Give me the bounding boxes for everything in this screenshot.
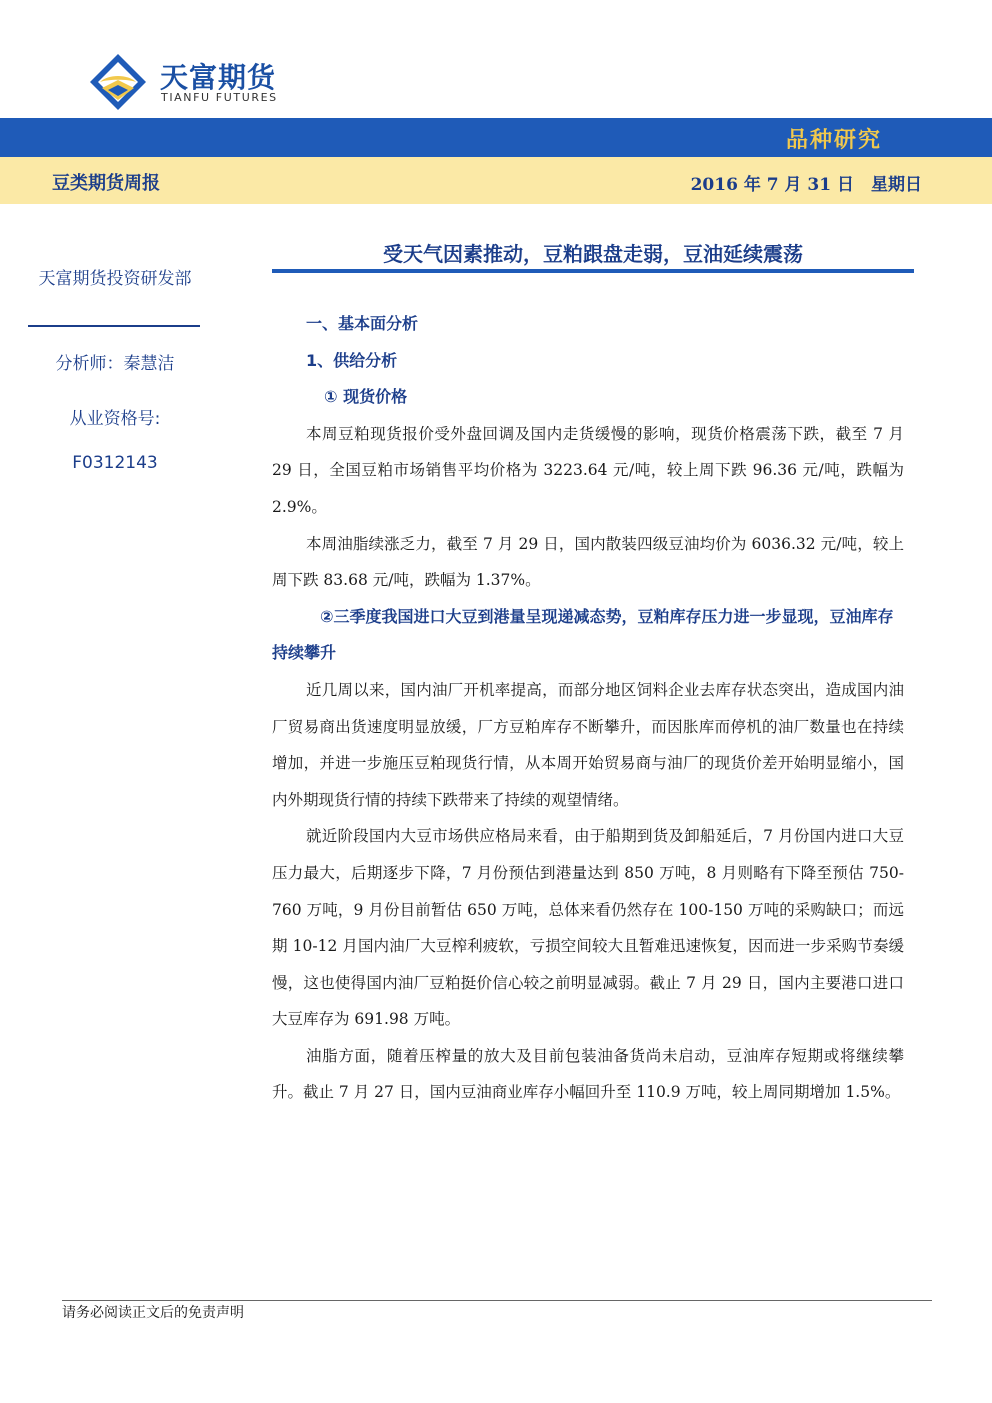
brand-name-cn: 天富期货 — [160, 61, 277, 94]
header-yellow-band — [0, 157, 992, 204]
paragraph: 本周豆粕现货报价受外盘回调及国内走货缓慢的影响，现货价格震荡下跌，截至 7 月 29 日，全国豆粕市场销售平均价格为 3223.64 元/吨，较上周下跌 96.36 元/吨，跌幅为 2.9%。 — [272, 424, 904, 516]
sidebar-divider — [28, 325, 200, 327]
subsection-heading: 1、供给分析 — [306, 350, 398, 370]
report-date: 2016 年 7 月 31 日 星期日 — [690, 175, 922, 195]
article-body — [272, 306, 904, 1111]
sidebar — [20, 262, 210, 473]
brand-name-en: TIANFU FUTURES — [161, 91, 278, 104]
paragraph: 近几周以来，国内油厂开机率提高，而部分地区饲料企业去库存状态突出，造成国内油厂贸易商出货速度明显放缓，厂方豆粕库存不断攀升，而因胀库而停机的油厂数量也在持续增加，并进一步施压豆粕现货行情，从本周开始贸易商与油厂的现货价差开始明显缩小，国内外期现货行情的持续下跌带来了持续的观望情绪。 — [272, 680, 904, 809]
section-heading: 一、基本面分析 — [306, 314, 419, 333]
paragraph: 本周油脂续涨乏力，截至 7 月 29 日，国内散装四级豆油均价为 6036.32 元/吨，较上周下跌 83.68 元/吨，跌幅为 1.37%。 — [272, 534, 904, 590]
footer-divider — [62, 1300, 932, 1301]
footer-disclaimer: 请务必阅读正文后的免责声明 — [62, 1305, 244, 1321]
report-name: 豆类期货周报 — [52, 173, 160, 194]
sub-heading-inventory: ②三季度我国进口大豆到港量呈现递减态势，豆粕库存压力进一步显现，豆油库存持续攀升 — [272, 606, 894, 663]
category-tag: 品种研究 — [785, 128, 882, 153]
title-underline — [272, 269, 914, 273]
header-blue-band — [0, 118, 992, 157]
paragraph: 就近阶段国内大豆市场供应格局来看，由于船期到货及卸船延后，7 月份国内进口大豆压力最大，后期逐步下降，7 月份预估到港量达到 850 万吨，8 月则略有下降至预估 750-760 万吨，9 月份目前暂估 650 万吨，总体来看仍然存在 100-150 万吨的采购缺口；而远期 10-12 月国内油厂大豆榨利疲软，亏损空间较大且暂难迅速恢复，因而进一步采购节奏缓慢，这也使得国内油厂豆粕挺价信心较之前明显减弱。截止 7 月 29 日，国内主要港口进口大豆库存为 691.98 万吨。 — [272, 827, 904, 1029]
department-name: 天富期货投资研发部 — [38, 269, 192, 289]
article-title: 受天气因素推动，豆粕跟盘走弱，豆油延续震荡 — [383, 242, 803, 266]
analyst-name: 分析师：秦慧洁 — [55, 354, 175, 374]
cert-number: F0312143 — [72, 453, 158, 473]
company-logo — [88, 52, 288, 112]
sub-heading-spot-price: ① 现货价格 — [324, 387, 408, 407]
paragraph: 油脂方面，随着压榨量的放大及目前包装油备货尚未启动，豆油库存短期或将继续攀升。截止 7 月 27 日，国内豆油商业库存小幅回升至 110.9 万吨，较上周同期增加 1.5%。 — [272, 1046, 904, 1102]
diamond-logo-icon — [88, 52, 148, 112]
cert-label: 从业资格号: — [69, 409, 161, 429]
